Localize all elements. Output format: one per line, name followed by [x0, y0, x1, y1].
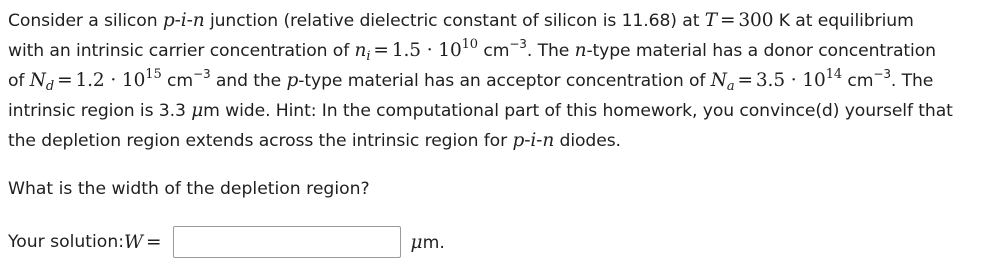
- math-n: n: [542, 130, 555, 151]
- math-p: p: [512, 130, 525, 151]
- math-mu: μ: [410, 231, 423, 253]
- problem-line-3: [8, 66, 992, 96]
- unit-cm: cm: [161, 71, 193, 91]
- answer-label: Your solution:: [8, 232, 125, 252]
- text-segment: . The: [890, 71, 934, 91]
- math-mu: μ: [191, 100, 204, 121]
- text-segment: the depletion region extends across the intrinsic region for: [8, 131, 513, 151]
- text-segment: junction (relative dielectric constant of silicon is 11.68) at: [204, 11, 705, 31]
- text-segment: of: [8, 71, 30, 91]
- math-donor-value: 1.2 · 10: [75, 70, 146, 91]
- math-equals: =: [719, 10, 736, 31]
- answer-unit: [411, 232, 445, 253]
- math-equals: =: [146, 231, 162, 253]
- text-segment: intrinsic region is 3.3: [8, 101, 192, 121]
- math-equals: =: [737, 70, 753, 91]
- text-segment: and the: [210, 71, 287, 91]
- text-segment: with an intrinsic carrier concentration of: [8, 41, 355, 61]
- unit-exponent: −3: [873, 67, 891, 81]
- math-subscript: i: [366, 49, 371, 64]
- question-text: What is the width of the depletion region?: [8, 179, 370, 199]
- unit-exponent: −3: [509, 37, 527, 51]
- text-segment: . The: [526, 41, 575, 61]
- math-n: n: [574, 40, 587, 61]
- math-p: p: [286, 70, 299, 91]
- unit-cm: cm: [842, 71, 874, 91]
- math-subscript: d: [45, 79, 55, 94]
- math-exponent: 15: [145, 67, 162, 82]
- math-dash: -: [524, 130, 531, 151]
- math-dash: -: [536, 130, 543, 151]
- text-segment: K at equilibrium: [773, 11, 914, 31]
- math-p: p: [162, 10, 175, 31]
- math-acceptor-value: 3.5 · 10: [755, 70, 826, 91]
- math-i: i: [180, 10, 187, 31]
- answer-row: [8, 224, 445, 260]
- math-acceptor-symbol: N: [710, 70, 727, 91]
- math-equals: =: [57, 70, 73, 91]
- math-n: n: [192, 10, 205, 31]
- problem-line-1: [8, 6, 992, 36]
- text-segment: -type material has an acceptor concentration of: [298, 71, 711, 91]
- answer-input[interactable]: [173, 226, 401, 258]
- math-exponent: 10: [461, 37, 478, 52]
- problem-statement: [8, 6, 992, 156]
- unit-text: m.: [422, 232, 445, 253]
- math-dash: -: [186, 10, 193, 31]
- math-temperature-symbol: T: [704, 10, 717, 31]
- math-temperature-value: 300: [738, 10, 774, 31]
- math-intrinsic-concentration-value: 1.5 · 10: [391, 40, 462, 61]
- text-segment: Consider a silicon: [8, 11, 163, 31]
- text-segment: -type material has a donor concentration: [586, 41, 936, 61]
- math-i: i: [530, 130, 537, 151]
- math-donor-symbol: N: [29, 70, 46, 91]
- text-segment: diodes.: [554, 131, 621, 151]
- math-intrinsic-concentration-symbol: n: [354, 40, 367, 61]
- problem-line-5: [8, 126, 992, 156]
- math-width-symbol: W: [124, 231, 144, 253]
- math-exponent: 14: [825, 67, 843, 82]
- math-dash: -: [174, 10, 181, 31]
- problem-line-2: [8, 36, 992, 66]
- unit-cm: cm: [477, 41, 510, 61]
- math-subscript: a: [726, 79, 735, 94]
- problem-line-4: [8, 96, 992, 126]
- text-segment: m wide. Hint: In the computational part of this homework, you convince(d) yourself that: [203, 101, 953, 121]
- math-equals: =: [373, 40, 389, 61]
- unit-exponent: −3: [192, 67, 211, 81]
